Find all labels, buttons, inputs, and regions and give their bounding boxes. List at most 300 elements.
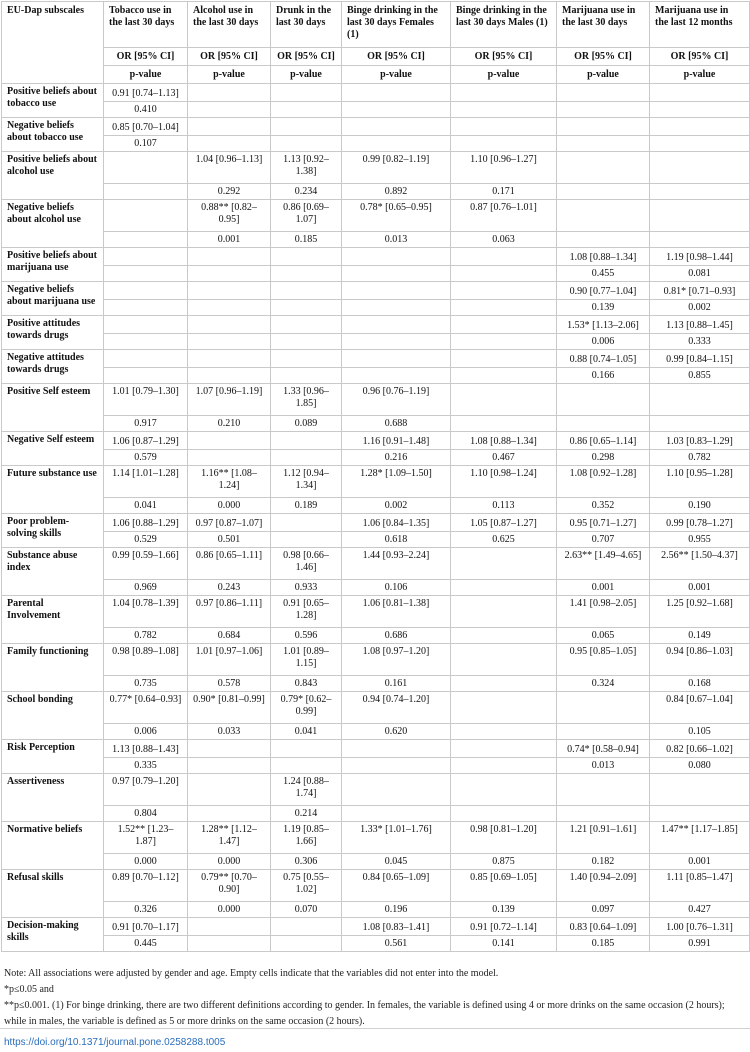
p-value-cell: 0.352: [557, 498, 650, 514]
p-value-cell: 0.216: [342, 450, 451, 466]
p-value-cell: [271, 300, 342, 316]
p-value-cell: [451, 580, 557, 596]
p-value-label: p-value: [188, 66, 271, 84]
or-label: OR [95% CI]: [271, 48, 342, 66]
or-cell: [271, 84, 342, 102]
divider: [0, 1028, 750, 1029]
or-cell: 1.11 [0.85–1.47]: [650, 870, 750, 902]
p-value-cell: 0.501: [188, 532, 271, 548]
p-value-cell: [451, 806, 557, 822]
or-cell: [104, 248, 188, 266]
p-value-cell: [271, 758, 342, 774]
table-row-or: [2, 350, 750, 368]
p-value-cell: [451, 758, 557, 774]
p-value-cell: 0.561: [342, 936, 451, 952]
table-row-or: [2, 774, 750, 806]
or-cell: 0.88** [0.82–0.95]: [188, 200, 271, 232]
p-value-cell: 0.033: [188, 724, 271, 740]
p-value-cell: 0.000: [188, 498, 271, 514]
or-cell: 1.10 [0.98–1.24]: [451, 466, 557, 498]
or-cell: [271, 432, 342, 450]
p-value-cell: 0.000: [188, 902, 271, 918]
or-cell: 0.88 [0.74–1.05]: [557, 350, 650, 368]
p-value-cell: 0.955: [650, 532, 750, 548]
row-label: Positive beliefs about tobacco use: [2, 84, 104, 118]
p-value-cell: 0.969: [104, 580, 188, 596]
or-cell: 0.86 [0.65–1.14]: [557, 432, 650, 450]
or-cell: 0.97 [0.86–1.11]: [188, 596, 271, 628]
or-cell: 1.40 [0.94–2.09]: [557, 870, 650, 902]
table-row-or: [2, 918, 750, 936]
or-cell: 0.99 [0.82–1.19]: [342, 152, 451, 184]
p-value-cell: 0.578: [188, 676, 271, 692]
or-cell: 1.41 [0.98–2.05]: [557, 596, 650, 628]
p-value-cell: 0.139: [451, 902, 557, 918]
table-row-or: [2, 514, 750, 532]
p-value-cell: 0.001: [650, 854, 750, 870]
results-table: [1, 1, 750, 952]
p-value-cell: [188, 368, 271, 384]
p-value-cell: [188, 102, 271, 118]
table-row-or: [2, 152, 750, 184]
p-value-cell: 0.735: [104, 676, 188, 692]
or-cell: 1.06 [0.84–1.35]: [342, 514, 451, 532]
p-value-cell: [451, 300, 557, 316]
or-cell: 1.47** [1.17–1.85]: [650, 822, 750, 854]
p-value-cell: [104, 184, 188, 200]
p-value-cell: 0.620: [342, 724, 451, 740]
or-cell: [451, 118, 557, 136]
or-cell: [557, 774, 650, 806]
or-cell: 1.12 [0.94–1.34]: [271, 466, 342, 498]
or-cell: [557, 692, 650, 724]
or-cell: 0.82 [0.66–1.02]: [650, 740, 750, 758]
or-label: OR [95% CI]: [188, 48, 271, 66]
row-label: Negative beliefs about alcohol use: [2, 200, 104, 248]
p-value-cell: [271, 266, 342, 282]
p-value-cell: 0.326: [104, 902, 188, 918]
p-value-cell: 0.189: [271, 498, 342, 514]
or-cell: 0.99 [0.78–1.27]: [650, 514, 750, 532]
p-value-cell: 0.041: [271, 724, 342, 740]
or-cell: [451, 692, 557, 724]
or-cell: 0.83 [0.64–1.09]: [557, 918, 650, 936]
doi-link[interactable]: https://doi.org/10.1371/journal.pone.0258288.t005: [4, 1037, 226, 1048]
or-cell: 1.06 [0.81–1.38]: [342, 596, 451, 628]
or-cell: [271, 740, 342, 758]
p-value-cell: 0.013: [557, 758, 650, 774]
or-cell: 1.24 [0.88–1.74]: [271, 774, 342, 806]
or-cell: [342, 740, 451, 758]
or-cell: 0.94 [0.86–1.03]: [650, 644, 750, 676]
p-value-cell: [451, 676, 557, 692]
p-value-cell: 0.625: [451, 532, 557, 548]
table-row-p: [2, 628, 750, 644]
p-value-cell: [271, 450, 342, 466]
or-cell: 1.01 [0.79–1.30]: [104, 384, 188, 416]
table-row-or: [2, 644, 750, 676]
p-value-cell: [650, 232, 750, 248]
p-value-cell: 0.427: [650, 902, 750, 918]
p-value-cell: 0.080: [650, 758, 750, 774]
p-value-cell: 0.855: [650, 368, 750, 384]
p-value-cell: 0.875: [451, 854, 557, 870]
p-value-cell: [342, 266, 451, 282]
p-value-cell: [650, 806, 750, 822]
p-value-cell: 0.182: [557, 854, 650, 870]
or-label: OR [95% CI]: [650, 48, 750, 66]
or-cell: 0.85 [0.69–1.05]: [451, 870, 557, 902]
p-value-cell: [557, 416, 650, 432]
p-value-cell: [188, 758, 271, 774]
or-cell: 1.19 [0.98–1.44]: [650, 248, 750, 266]
p-value-cell: 0.707: [557, 532, 650, 548]
or-cell: [188, 282, 271, 300]
p-value-cell: [557, 724, 650, 740]
table-row-or: [2, 870, 750, 902]
or-cell: [342, 84, 451, 102]
or-cell: 0.86 [0.69–1.07]: [271, 200, 342, 232]
table-row-p: [2, 102, 750, 118]
or-cell: [451, 740, 557, 758]
p-value-cell: 0.445: [104, 936, 188, 952]
row-label: Poor problem-solving skills: [2, 514, 104, 548]
row-label: Family functioning: [2, 644, 104, 692]
or-cell: [104, 282, 188, 300]
or-cell: 0.89 [0.70–1.12]: [104, 870, 188, 902]
p-value-cell: [451, 724, 557, 740]
p-value-cell: 0.324: [557, 676, 650, 692]
p-value-cell: 0.107: [104, 136, 188, 152]
p-value-cell: [650, 416, 750, 432]
p-value-cell: 0.113: [451, 498, 557, 514]
or-cell: [451, 596, 557, 628]
table-row-or: [2, 316, 750, 334]
or-cell: [104, 152, 188, 184]
p-value-cell: 0.892: [342, 184, 451, 200]
table-row-or: [2, 432, 750, 450]
or-cell: 0.96 [0.76–1.19]: [342, 384, 451, 416]
or-cell: [451, 774, 557, 806]
p-value-cell: [188, 334, 271, 350]
p-value-cell: [271, 334, 342, 350]
or-cell: 0.86 [0.65–1.11]: [188, 548, 271, 580]
table-row-p: [2, 676, 750, 692]
row-label: Positive beliefs about alcohol use: [2, 152, 104, 200]
table-row-p: [2, 902, 750, 918]
row-label: Parental Involvement: [2, 596, 104, 644]
or-cell: [451, 548, 557, 580]
row-label: Normative beliefs: [2, 822, 104, 870]
p-value-cell: [271, 102, 342, 118]
or-cell: [271, 248, 342, 266]
header-drunk-30d: Drunk in the last 30 days: [271, 2, 342, 48]
or-cell: 1.01 [0.89–1.15]: [271, 644, 342, 676]
or-cell: 1.07 [0.96–1.19]: [188, 384, 271, 416]
or-cell: 1.14 [1.01–1.28]: [104, 466, 188, 498]
p-value-cell: 0.006: [104, 724, 188, 740]
or-cell: [451, 384, 557, 416]
p-value-cell: 0.141: [451, 936, 557, 952]
or-cell: [271, 118, 342, 136]
row-label: Negative Self esteem: [2, 432, 104, 466]
p-value-cell: [342, 806, 451, 822]
p-value-cell: [451, 628, 557, 644]
p-value-cell: 0.234: [271, 184, 342, 200]
p-value-cell: [451, 334, 557, 350]
p-value-cell: 0.000: [104, 854, 188, 870]
p-value-cell: [451, 136, 557, 152]
or-cell: 0.99 [0.84–1.15]: [650, 350, 750, 368]
or-cell: 0.81* [0.71–0.93]: [650, 282, 750, 300]
or-cell: 1.19 [0.85–1.66]: [271, 822, 342, 854]
or-cell: [451, 350, 557, 368]
row-label: Substance abuse index: [2, 548, 104, 596]
header-tobacco-30d: Tobacco use in the last 30 days: [104, 2, 188, 48]
p-value-cell: [104, 232, 188, 248]
row-label: Risk Perception: [2, 740, 104, 774]
header-marijuana-12m: Marijuana use in the last 12 months: [650, 2, 750, 48]
p-value-cell: 0.190: [650, 498, 750, 514]
table-row-p: [2, 184, 750, 200]
p-value-cell: 0.684: [188, 628, 271, 644]
table-row-p: [2, 334, 750, 350]
table-row-p: [2, 724, 750, 740]
or-cell: 1.13 [0.92–1.38]: [271, 152, 342, 184]
or-cell: [451, 84, 557, 102]
p-value-cell: 0.529: [104, 532, 188, 548]
p-value-label: p-value: [650, 66, 750, 84]
table-row-or: [2, 248, 750, 266]
or-cell: 1.10 [0.96–1.27]: [451, 152, 557, 184]
p-value-cell: [557, 232, 650, 248]
or-cell: 0.97 [0.79–1.20]: [104, 774, 188, 806]
or-cell: 1.33 [0.96–1.85]: [271, 384, 342, 416]
header-subscales: EU-Dap subscales: [2, 2, 104, 84]
p-value-cell: 0.105: [650, 724, 750, 740]
table-row-or: [2, 200, 750, 232]
p-value-cell: 0.166: [557, 368, 650, 384]
table-row-p: [2, 806, 750, 822]
row-label: Negative attitudes towards drugs: [2, 350, 104, 384]
or-cell: 0.84 [0.65–1.09]: [342, 870, 451, 902]
table-row-p: [2, 580, 750, 596]
p-value-cell: 0.335: [104, 758, 188, 774]
row-label: Positive beliefs about marijuana use: [2, 248, 104, 282]
table-body: [2, 84, 750, 952]
p-value-label: p-value: [271, 66, 342, 84]
or-cell: 0.90* [0.81–0.99]: [188, 692, 271, 724]
or-cell: [188, 350, 271, 368]
or-cell: 0.84 [0.67–1.04]: [650, 692, 750, 724]
or-cell: 1.13 [0.88–1.43]: [104, 740, 188, 758]
or-cell: [104, 200, 188, 232]
p-value-cell: [104, 300, 188, 316]
p-value-cell: 0.070: [271, 902, 342, 918]
p-value-cell: 0.081: [650, 266, 750, 282]
table-row-or: [2, 84, 750, 102]
or-cell: [557, 118, 650, 136]
p-value-cell: [188, 136, 271, 152]
table-row-p: [2, 758, 750, 774]
p-value-cell: 0.161: [342, 676, 451, 692]
p-value-cell: 0.002: [650, 300, 750, 316]
or-cell: 0.87 [0.76–1.01]: [451, 200, 557, 232]
p-value-cell: 0.106: [342, 580, 451, 596]
p-value-cell: 0.618: [342, 532, 451, 548]
p-value-cell: 0.006: [557, 334, 650, 350]
or-cell: 1.04 [0.78–1.39]: [104, 596, 188, 628]
p-value-cell: 0.097: [557, 902, 650, 918]
p-value-cell: 0.596: [271, 628, 342, 644]
or-cell: 0.98 [0.89–1.08]: [104, 644, 188, 676]
row-label: Positive attitudes towards drugs: [2, 316, 104, 350]
or-cell: 0.97 [0.87–1.07]: [188, 514, 271, 532]
or-cell: [342, 282, 451, 300]
or-cell: 0.98 [0.81–1.20]: [451, 822, 557, 854]
or-cell: [104, 350, 188, 368]
table-row-p: [2, 368, 750, 384]
or-cell: 1.08 [0.88–1.34]: [557, 248, 650, 266]
table-header: [2, 2, 750, 84]
table-row-or: [2, 282, 750, 300]
or-cell: [271, 514, 342, 532]
row-label: Assertiveness: [2, 774, 104, 822]
or-cell: 0.74* [0.58–0.94]: [557, 740, 650, 758]
or-cell: 0.75 [0.55–1.02]: [271, 870, 342, 902]
p-value-cell: 0.455: [557, 266, 650, 282]
table-row-or: [2, 740, 750, 758]
or-cell: [104, 316, 188, 334]
or-cell: [342, 774, 451, 806]
table-row-p: [2, 532, 750, 548]
row-label: Positive Self esteem: [2, 384, 104, 432]
p-value-cell: [188, 450, 271, 466]
p-value-cell: 0.063: [451, 232, 557, 248]
or-cell: 1.08 [0.97–1.20]: [342, 644, 451, 676]
table-row-p: [2, 232, 750, 248]
p-value-cell: [451, 102, 557, 118]
p-value-cell: [650, 184, 750, 200]
table-row-or: [2, 548, 750, 580]
p-value-cell: 0.243: [188, 580, 271, 596]
or-cell: [271, 918, 342, 936]
header-binge-females: Binge drinking in the last 30 days Females (1): [342, 2, 451, 48]
p-value-cell: 0.045: [342, 854, 451, 870]
table-row-or: [2, 384, 750, 416]
or-cell: [271, 350, 342, 368]
or-cell: [451, 316, 557, 334]
p-value-cell: [451, 368, 557, 384]
p-value-cell: [188, 806, 271, 822]
p-value-cell: 0.298: [557, 450, 650, 466]
or-cell: 1.06 [0.87–1.29]: [104, 432, 188, 450]
or-cell: [650, 200, 750, 232]
or-cell: 1.08 [0.83–1.41]: [342, 918, 451, 936]
p-value-cell: 0.001: [557, 580, 650, 596]
or-cell: 1.08 [0.88–1.34]: [451, 432, 557, 450]
p-value-cell: [451, 266, 557, 282]
or-cell: 1.03 [0.83–1.29]: [650, 432, 750, 450]
p-value-cell: 0.306: [271, 854, 342, 870]
note-significance-1: *p≤0.05 and: [4, 984, 54, 995]
or-cell: 1.28** [1.12–1.47]: [188, 822, 271, 854]
table-row-or: [2, 118, 750, 136]
or-cell: 0.99 [0.59–1.66]: [104, 548, 188, 580]
or-label: OR [95% CI]: [451, 48, 557, 66]
or-cell: 1.00 [0.76–1.31]: [650, 918, 750, 936]
table-row-or: [2, 596, 750, 628]
or-cell: [188, 84, 271, 102]
p-value-cell: 0.333: [650, 334, 750, 350]
or-cell: [342, 248, 451, 266]
table-notes: [4, 966, 746, 1030]
or-cell: 0.91 [0.74–1.13]: [104, 84, 188, 102]
or-cell: [557, 200, 650, 232]
row-label: Negative beliefs about tobacco use: [2, 118, 104, 152]
or-cell: 1.10 [0.95–1.28]: [650, 466, 750, 498]
or-cell: 1.52** [1.23–1.87]: [104, 822, 188, 854]
note-adjustment: Note: All associations were adjusted by gender and age. Empty cells indicate that the variables did not enter into the model.: [4, 968, 499, 979]
header-marijuana-30d: Marijuana use in the last 30 days: [557, 2, 650, 48]
header-alcohol-30d: Alcohol use in the last 30 days: [188, 2, 271, 48]
row-label: School bonding: [2, 692, 104, 740]
p-value-cell: 0.139: [557, 300, 650, 316]
or-cell: [271, 282, 342, 300]
p-value-cell: [650, 102, 750, 118]
or-cell: 1.01 [0.97–1.06]: [188, 644, 271, 676]
or-cell: 0.91 [0.65–1.28]: [271, 596, 342, 628]
p-value-cell: [342, 300, 451, 316]
p-value-cell: [104, 368, 188, 384]
p-value-cell: [342, 334, 451, 350]
p-value-cell: [271, 936, 342, 952]
or-cell: 0.91 [0.70–1.17]: [104, 918, 188, 936]
table-row-or: [2, 692, 750, 724]
table-row-or: [2, 466, 750, 498]
p-value-cell: 0.149: [650, 628, 750, 644]
note-significance-2: **p≤0.001. (1) For binge drinking, there are two different definitions according to gender. In females, the variable is defined using 4 or more drinks on the same occasion (2 hours); while in males, the variable is defined as 5 or more drinks on the same occasion (2 hours).: [4, 1000, 725, 1027]
p-value-cell: [557, 102, 650, 118]
or-cell: [188, 774, 271, 806]
or-cell: 1.05 [0.87–1.27]: [451, 514, 557, 532]
p-value-cell: 0.196: [342, 902, 451, 918]
or-cell: [451, 282, 557, 300]
or-cell: [188, 918, 271, 936]
p-value-cell: 0.185: [557, 936, 650, 952]
p-value-cell: [557, 806, 650, 822]
or-cell: [342, 350, 451, 368]
table-row-p: [2, 854, 750, 870]
p-value-label: p-value: [342, 66, 451, 84]
or-cell: [557, 384, 650, 416]
p-value-label: p-value: [557, 66, 650, 84]
or-cell: 1.16 [0.91–1.48]: [342, 432, 451, 450]
or-cell: [557, 84, 650, 102]
p-value-cell: 0.171: [451, 184, 557, 200]
p-value-cell: [271, 532, 342, 548]
or-cell: 2.56** [1.50–4.37]: [650, 548, 750, 580]
or-cell: [342, 118, 451, 136]
p-value-cell: 0.002: [342, 498, 451, 514]
p-value-cell: 0.041: [104, 498, 188, 514]
or-cell: 0.77* [0.64–0.93]: [104, 692, 188, 724]
p-value-cell: [104, 334, 188, 350]
p-value-cell: [557, 136, 650, 152]
p-value-cell: [650, 136, 750, 152]
p-value-cell: 0.013: [342, 232, 451, 248]
table-row-or: [2, 822, 750, 854]
